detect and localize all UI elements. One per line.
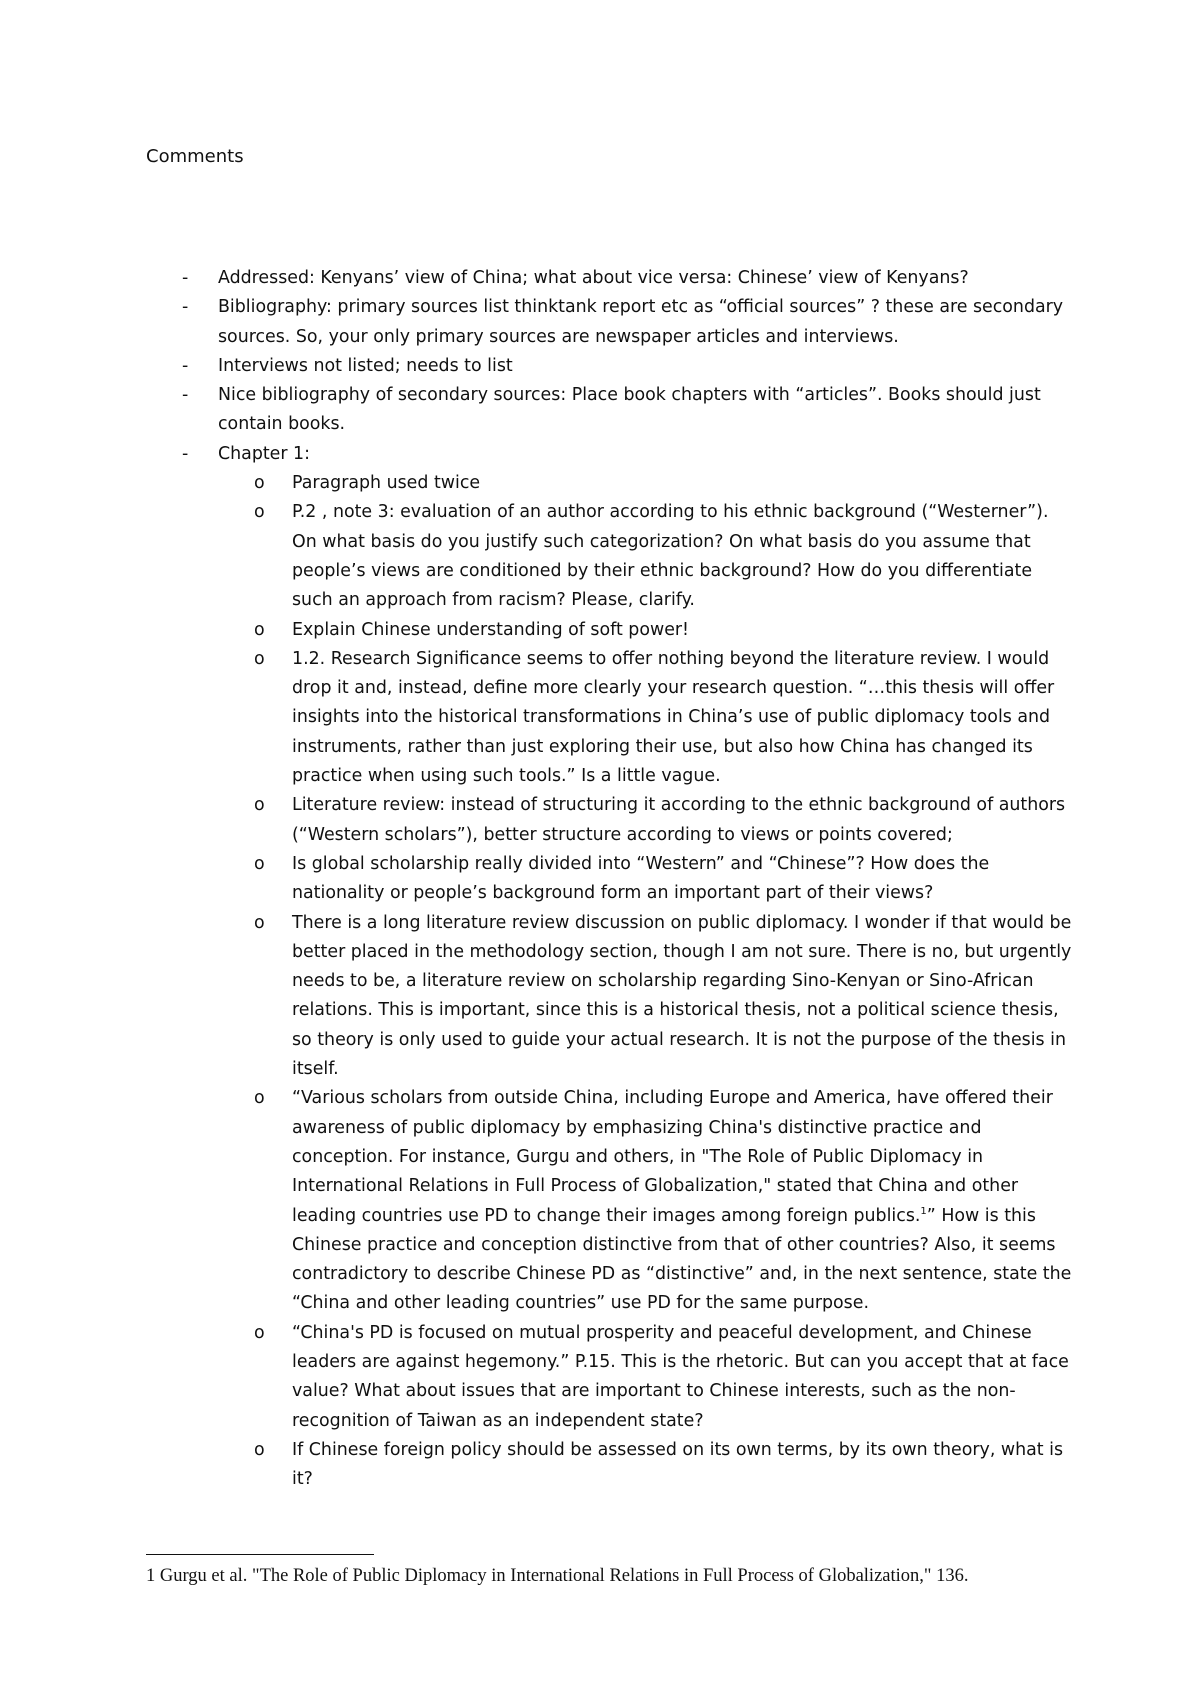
sub-list-item — [146, 1319, 1076, 1436]
chapter-1-sublist — [218, 469, 1076, 1494]
footnote-separator — [146, 1554, 374, 1555]
sub-item-text: P.2 , note 3: evaluation of an author according to his ethnic background (“Westerner”). On what basis do you justify such categorization? On what basis do you assume that people’s views are conditioned by their ethnic background? How do you differentiate such an approach from racism? Please, clarify. — [292, 502, 1049, 611]
sub-list-item — [146, 645, 1076, 791]
circle-bullet: o — [254, 1322, 265, 1343]
comment-list — [146, 264, 1076, 1494]
dash-bullet: - — [182, 297, 189, 318]
circle-bullet: o — [254, 1088, 265, 1109]
circle-bullet: o — [254, 1439, 265, 1460]
sub-list-item — [146, 469, 1076, 498]
sub-list-item — [146, 498, 1076, 615]
sub-item-text: Is global scholarship really divided into “Western” and “Chinese”? How does the nationality or people’s background form an important part of their views? — [292, 853, 990, 904]
dash-bullet: - — [182, 268, 189, 288]
sub-list-item — [146, 791, 1076, 850]
dash-bullet: - — [182, 443, 189, 464]
sub-item-text: Paragraph used twice — [292, 473, 481, 494]
quote-text: “Various scholars from outside China, including Europe and America, have offered their awareness of public diplomacy by emphasizing China's distinctive practice and conception. For instance, Gurgu and others, in "The Role of Public Diplomacy in International Relations in Full Process of Globalization," stated that China and other leading countries use PD to change their images among foreign publics. — [292, 1088, 1053, 1226]
item-text: Addressed: Kenyans’ view of China; what about vice versa: Chinese’ view of Kenyans? — [218, 268, 969, 288]
sub-item-text: 1.2. Research Significance seems to offer nothing beyond the literature review. I would drop it and, instead, define more clearly your research question. “…this thesis will offer insights into the historical transformations in China’s use of public diplomacy tools and instruments, rather than just exploring their use, but also how China has changed its practice when using such tools.” Is a little vague. — [292, 648, 1055, 787]
page-title: Comments — [146, 146, 244, 167]
sub-item-text: There is a long literature review discussion on public diplomacy. I wonder if that would be better placed in the methodology section, though I am not sure. There is no, but urgently needs to be, a literature review on scholarship regarding Sino-Kenyan or Sino-African relations. This is important, since this is a historical thesis, not a political science thesis, so theory is only used to guide your actual research. It is not the purpose of the thesis in itself. — [292, 912, 1072, 1080]
circle-bullet: o — [254, 473, 265, 494]
sub-list-item — [146, 616, 1076, 645]
list-item — [146, 352, 1076, 381]
sub-list-item — [146, 850, 1076, 909]
circle-bullet: o — [254, 912, 265, 933]
quote-comment-text: ” How is this Chinese practice and conception distinctive from that of other countries? Also, it seems contradictory to describe Chinese PD as “distinctive” and, in the next sentence, state the “China and other leading countries” use PD for the same purpose. — [292, 1205, 1072, 1314]
dash-bullet: - — [182, 355, 189, 376]
sub-item-text: Literature review: instead of structuring it according to the ethnic background of authors (“Western scholars”), better structure according to views or points covered; — [292, 795, 1066, 845]
sub-list-item — [146, 1436, 1076, 1495]
item-text: Chapter 1: — [218, 443, 310, 464]
list-item — [146, 293, 1076, 352]
sub-item-text: If Chinese foreign policy should be assessed on its own terms, by its own theory, what is it? — [292, 1439, 1064, 1490]
list-item — [146, 264, 1076, 293]
circle-bullet: o — [254, 619, 265, 640]
item-text: Interviews not listed; needs to list — [218, 355, 513, 376]
list-item — [146, 381, 1076, 440]
circle-bullet: o — [254, 853, 265, 874]
item-text: Bibliography: primary sources list thinktank report etc as “official sources” ? these are secondary sources. So, your only primary sources are newspaper articles and interviews. — [218, 297, 1064, 347]
list-item-chapter-1 — [146, 440, 1076, 1495]
dash-bullet: - — [182, 385, 189, 406]
circle-bullet: o — [254, 648, 265, 669]
sub-item-text: “China's PD is focused on mutual prosperity and peaceful development, and Chinese leaders are against hegemony.” P.15. This is the rhetoric. But can you accept that at face value? What about issues that are important to Chinese interests, such as the non-recognition of Taiwan as an independent state? — [292, 1322, 1069, 1431]
circle-bullet: o — [254, 502, 265, 523]
sub-item-text: Explain Chinese understanding of soft power! — [292, 619, 690, 640]
footnote-reference[interactable]: 1 — [920, 1205, 927, 1217]
item-text: Nice bibliography of secondary sources: Place book chapters with “articles”. Books should just contain books. — [218, 385, 1041, 435]
circle-bullet: o — [254, 795, 265, 816]
sub-list-item — [146, 909, 1076, 1085]
sub-list-item-quote — [146, 1084, 1076, 1318]
footnote: 1 Gurgu et al. "The Role of Public Diplomacy in International Relations in Full Process of Globalization," 136. — [146, 1566, 969, 1586]
